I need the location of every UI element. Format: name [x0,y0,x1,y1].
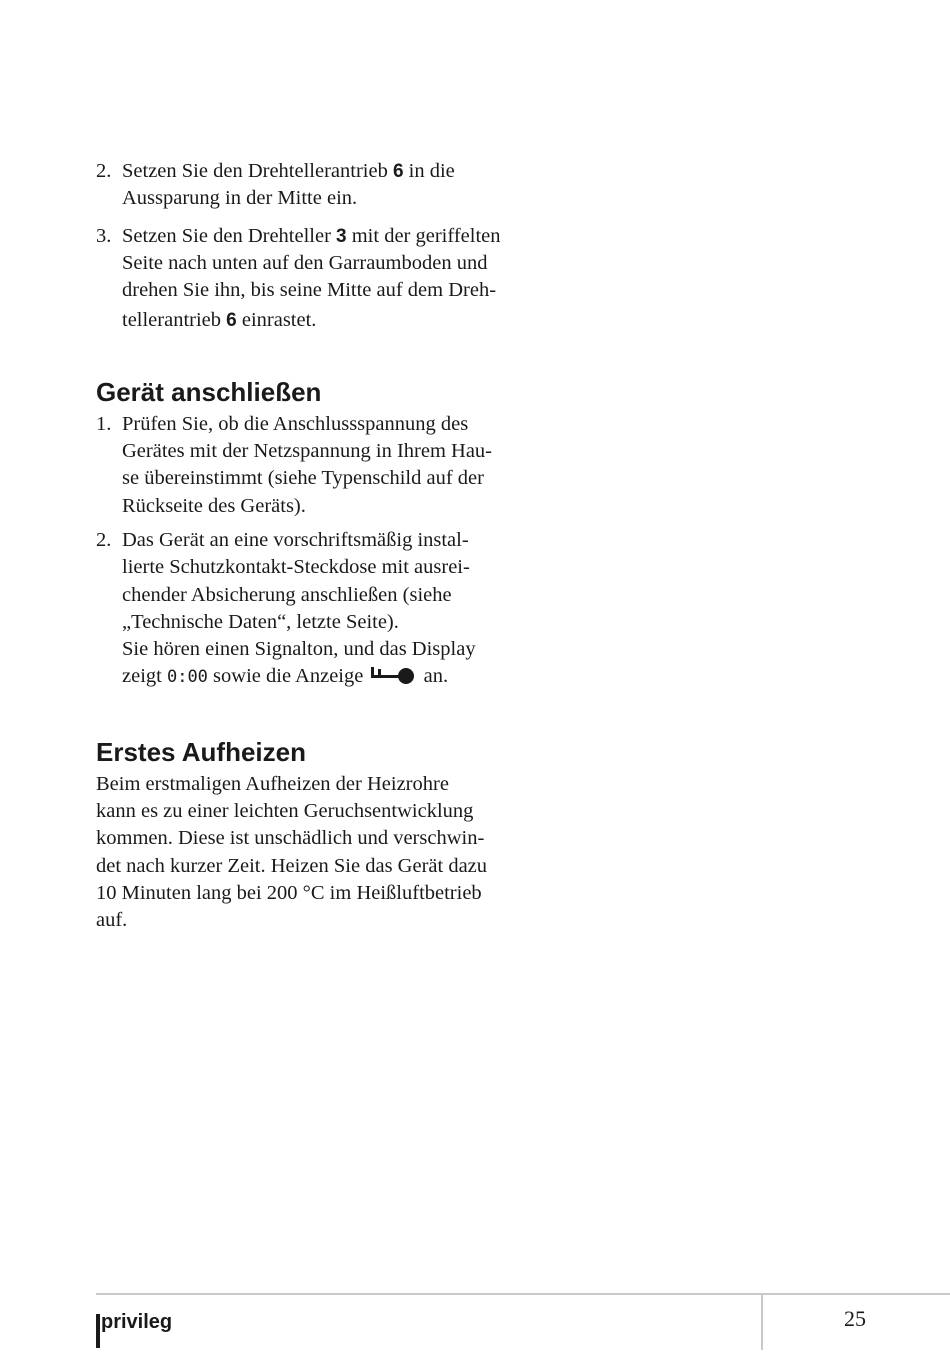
text-line: kann es zu einer leichten Geruchsentwicklung [96,800,474,823]
list-item [96,411,556,520]
list-number: 1. [96,412,112,435]
text-line: se übereinstimmt (siehe Typenschild auf der [122,467,484,490]
text-line: Aussparung in der Mitte ein. [122,187,358,210]
list-item [96,527,556,693]
text-line: 10 Minuten lang bei 200 °C im Heißluftbetrieb [96,881,482,904]
list-number: 2. [96,528,112,551]
list-number: 2. [96,160,112,182]
text-line: Gerätes mit der Netzspannung in Ihrem Hau- [122,440,493,463]
text-line: Sie hören einen Signalton, und das Display [122,638,476,661]
text-line: zeigt 0:00 sowie die Anzeige an. [122,663,556,692]
list-item [96,158,556,213]
text-line: Das Gerät an eine vorschriftsmäßig instal- [122,528,469,551]
page-content [96,158,556,935]
text-line: Rückseite des Geräts). [122,494,306,517]
footer-divider [96,1293,950,1295]
page-number: 25 [844,1306,866,1331]
brand-logo [96,1310,188,1353]
text-line: Seite nach unten auf den Garraumboden und [122,251,488,274]
text-line: Beim erstmaligen Aufheizen der Heizrohre [96,772,449,795]
text-line: kommen. Diese ist unschädlich und verschwin- [96,827,485,850]
text-line: auf. [96,909,128,932]
text-line: lierte Schutzkontakt-Steckdose mit ausrei- [122,556,470,579]
section-heading: Erstes Aufheizen [96,736,306,767]
plug-icon [368,664,418,692]
list-number: 3. [96,224,112,247]
text-line: Setzen Sie den Drehtellerantrieb 6 in die [122,160,455,182]
text-line: det nach kurzer Zeit. Heizen Sie das Gerät dazu [96,854,488,877]
section-heading: Gerät anschließen [96,376,322,407]
svg-text:privileg: privileg [101,1311,173,1333]
text-line: „Technische Daten“, letzte Seite). [122,610,399,633]
text-line: chender Absicherung anschließen (siehe [122,583,452,606]
display-readout: 0:00 [166,667,208,688]
text-line: drehen Sie ihn, bis seine Mitte auf dem Dreh- [122,279,497,302]
list-item [96,223,556,335]
text-line: tellerantrieb 6 einrastet. [122,309,317,332]
text-line: Setzen Sie den Drehteller 3 mit der geriffelten [122,224,501,247]
footer-vertical-divider [761,1295,763,1350]
text-line: Prüfen Sie, ob die Anschlussspannung des [122,412,469,435]
